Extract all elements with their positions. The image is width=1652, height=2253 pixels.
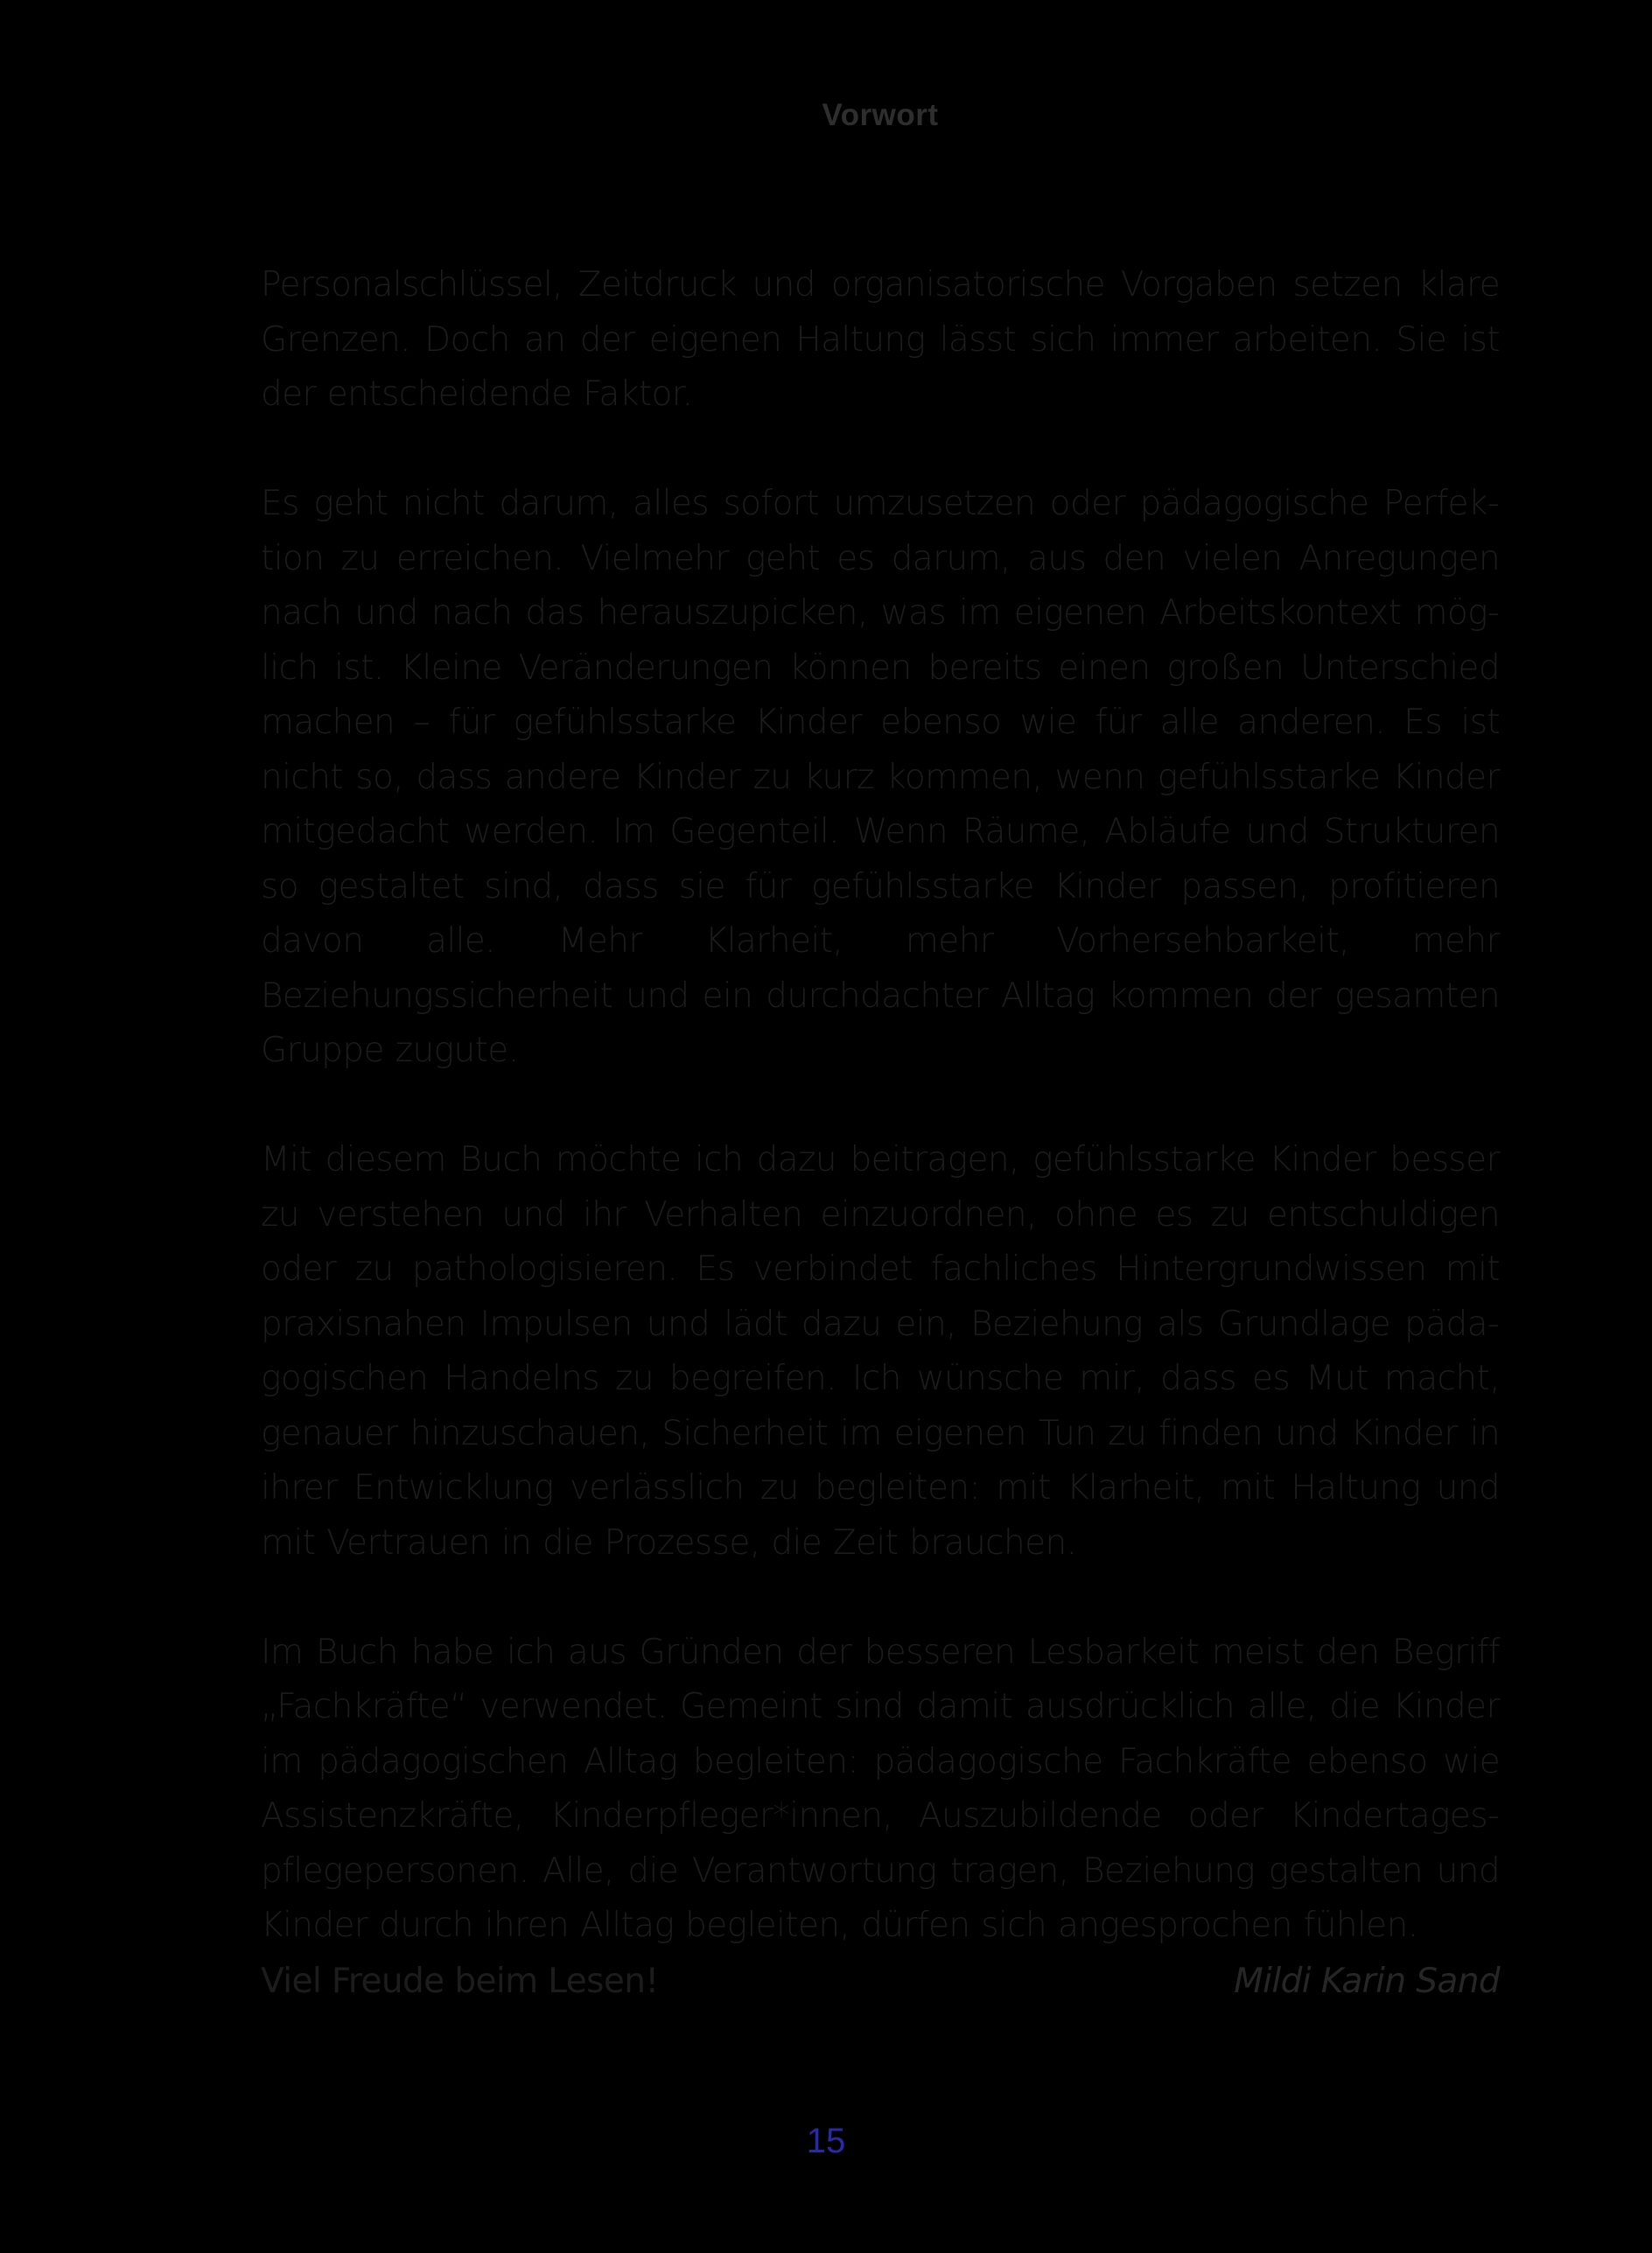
running-header: Vorwort — [822, 98, 939, 132]
paragraph-1: Personalschlüssel, Zeitdruck und organisatorische Vorgaben setzen klare Grenzen. Doch an der eigenen Haltung lässt sich immer arbeiten. Sie ist der entscheidende Faktor. — [261, 265, 1500, 414]
paragraph-2: Es geht nicht darum, alles sofort umzusetzen oder pädagogische Perfektion zu erreichen. Vielmehr geht es darum, aus den vielen Anregungen nach und nach das herauszupicken, was im eigenen Arbeitskontext möglich ist. Kleine Veränderungen können bereits einen großen Unterschied machen – für gefühlsstarke Kinder ebenso wie für alle anderen. Es ist nicht so, dass andere Kinder zu kurz kommen, wenn gefühlsstarke Kinder mitgedacht werden. Im Gegenteil. Wenn Räume, Abläufe und Strukturen so gestaltet sind, dass sie für gefühlsstarke Kinder passen, profitieren davon alle. Mehr Klarheit, mehr Vorhersehbarkeit, mehr Beziehungssicherheit und ein durchdachter Alltag kommen der gesamten Gruppe zugute. — [261, 484, 1500, 1070]
author-signature: Mildi Karin Sand — [1234, 1962, 1500, 2001]
paragraph-3: Mit diesem Buch möchte ich dazu beitragen, gefühlsstarke Kinder besser zu verstehen und ihr Verhalten einzuordnen, ohne es zu entschuldigen oder zu pathologisieren. Es verbindet fachliches Hintergrundwissen mit praxisnahen Impulsen und lädt dazu ein, Beziehung als Grundlage pädagogischen Handelns zu begreifen. Ich wünsche mir, dass es Mut macht, genauer hinzuschauen, Sicherheit im eigenen Tun zu finden und Kinder in ihrer Entwicklung verlässlich zu begleiten: mit Klarheit, mit Haltung und mit Vertrauen in die Prozesse, die Zeit brauchen. — [261, 1140, 1500, 1563]
closing-greeting: Viel Freude beim Lesen! — [261, 1962, 659, 2001]
paragraph-4: Im Buch habe ich aus Gründen der besseren Lesbarkeit meist den Begriff „Fachkräfte“ verwendet. Gemeint sind damit ausdrücklich alle, die Kinder im pädagogischen Alltag begleiten: pädagogische Fachkräfte ebenso wie Assistenzkräfte, Kinderpfleger*innen, Auszubildende oder Kindertagespflegepersonen. Alle, die Verantwortung tragen, Beziehung gestalten und Kinder durch ihren Alltag begleiten, dürfen sich angesprochen fühlen. — [261, 1632, 1500, 1945]
body-text — [261, 258, 1500, 2008]
page-number: 15 — [806, 2122, 846, 2160]
closing-line — [261, 1955, 1500, 2010]
